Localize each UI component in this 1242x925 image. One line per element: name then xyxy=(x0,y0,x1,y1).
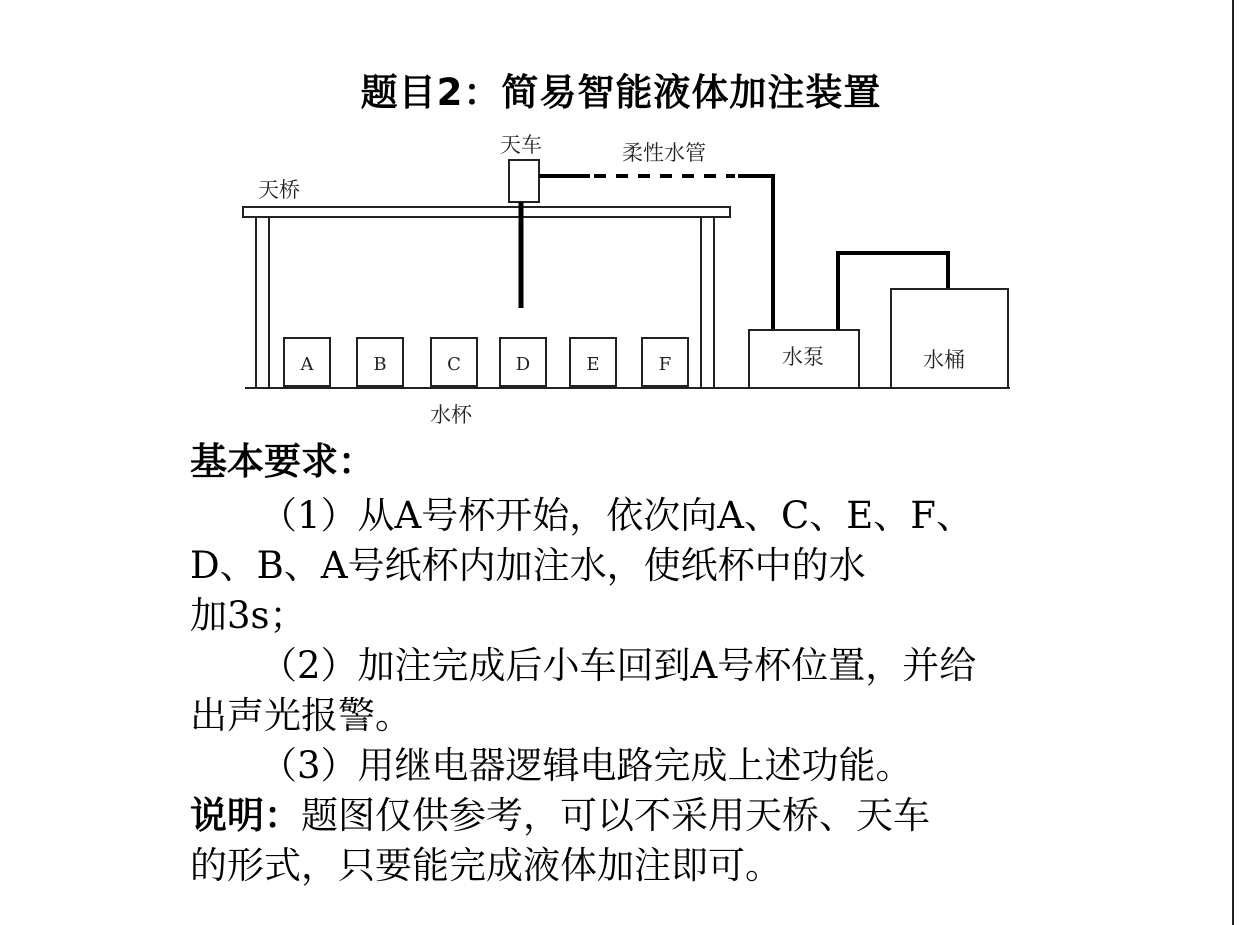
cup-label-b: B xyxy=(373,354,387,375)
crane-label: 天车 xyxy=(500,133,542,157)
bucket-box xyxy=(891,289,1008,388)
bridge-leg-left xyxy=(256,217,269,388)
cups-group xyxy=(284,338,688,386)
cup-label-c: C xyxy=(447,354,461,375)
requirement-1-line-3: 加3s； xyxy=(190,594,307,637)
note-line-1-text: 题图仅供参考，可以不采用天桥、天车 xyxy=(301,794,930,837)
requirement-1-line-1: （1）从A号杯开始，依次向A、C、E、F、 xyxy=(260,494,973,537)
requirement-2-line-2: 出声光报警。 xyxy=(190,694,412,737)
requirement-1-line-2: D、B、A号纸杯内加注水，使纸杯中的水 xyxy=(190,544,866,587)
crane-box xyxy=(509,160,539,202)
requirements-heading: 基本要求： xyxy=(190,440,375,483)
apparatus-diagram xyxy=(0,0,1242,440)
pump-label: 水泵 xyxy=(782,345,824,369)
bridge-leg-right xyxy=(701,217,714,388)
note-line-1 xyxy=(190,792,930,840)
cup-label-a: A xyxy=(300,354,314,375)
bridge-label: 天桥 xyxy=(258,178,300,202)
note-line-2: 的形式，只要能完成液体加注即可。 xyxy=(190,844,782,887)
bridge-deck xyxy=(243,207,730,217)
requirement-2-line-1: （2）加注完成后小车回到A号杯位置，并给 xyxy=(260,644,977,687)
page-title: 题目2：简易智能液体加注装置 xyxy=(360,71,882,114)
requirement-3-line-1: （3）用继电器逻辑电路完成上述功能。 xyxy=(260,744,913,787)
cup-label-f: F xyxy=(658,354,672,375)
cup-label-e: E xyxy=(586,354,600,375)
note-heading: 说明： xyxy=(190,794,301,837)
bucket-label: 水桶 xyxy=(923,348,965,372)
cup-label-d: D xyxy=(515,354,531,375)
cups-label: 水杯 xyxy=(430,403,472,427)
hose-label: 柔性水管 xyxy=(622,141,706,165)
